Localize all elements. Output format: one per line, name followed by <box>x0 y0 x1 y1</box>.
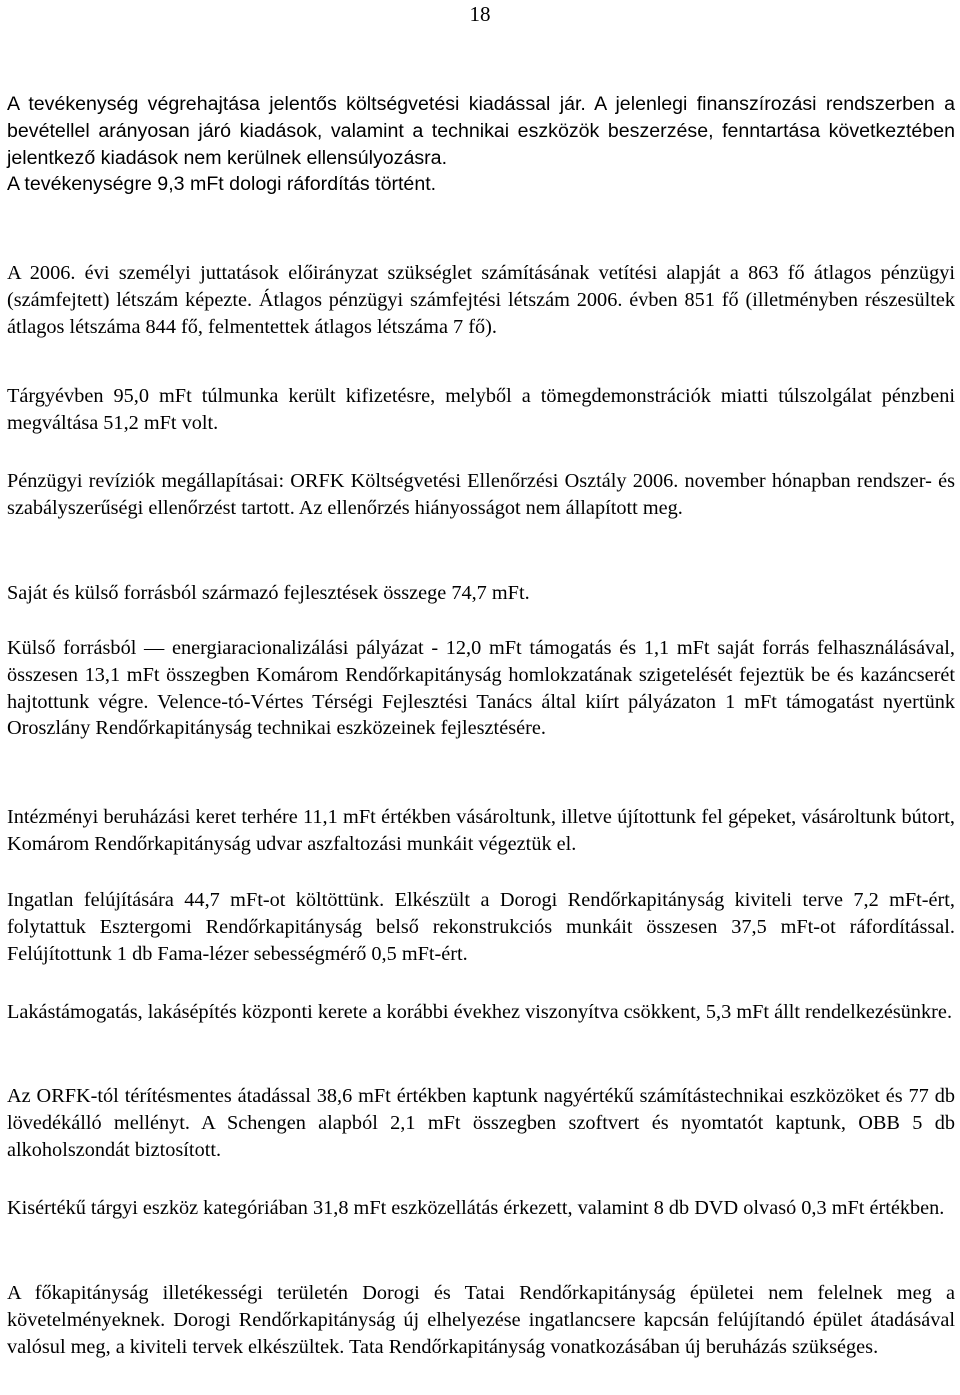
paragraph-low-value-assets: Kisértékű tárgyi eszköz kategóriában 31,8 mFt eszközellátás érkezett, valamint 8 db DVD olvasó 0,3 mFt értékben. <box>7 1197 945 1219</box>
paragraph-financial-audit: Pénzügyi revíziók megállapításai: ORFK Költségvetési Ellenőrzési Osztály 2006. november hónapban rendszer- és szabályszerűségi ellenőrzést tartott. Az ellenőrzés hiányosságot nem állapított meg. <box>7 470 955 519</box>
paragraph-renovation: Ingatlan felújítására 44,7 mFt-ot költöttünk. Elkészült a Dorogi Rendőrkapitányság kiviteli terve 7,2 mFt-ért, folytattuk Esztergomi Rendőrkapitányság belső rekonstrukciós munkáit összesen 37,5 mFt-ot ráfordítással. Felújítottunk 1 db Fama-lézer sebességmérő 0,5 mFt-ért. <box>7 889 955 965</box>
paragraph-personnel-costs: A 2006. évi személyi juttatások előirányzat szükséglet számításának vetítési alapját a 863 fő átlagos pénzügyi (számfejtett) létszám képezte. Átlagos pénzügyi számfejtési létszám 2006. évben 851 fő (illetményben részesültek átlagos létszáma 844 fő, felmentettek átlagos létszáma 7 fő). <box>7 262 955 338</box>
intro-paragraph-material-expense: A tevékenységre 9,3 mFt dologi ráfordítás történt. <box>7 173 437 196</box>
paragraph-buildings: A főkapitányság illetékességi területén Dorogi és Tatai Rendőrkapitányság épületei nem felelnek meg a követelményeknek. Dorogi Rendőrkapitányság új elhelyezése ingatlancsere kapcsán felújítandó épület átadásával valósul meg, a kiviteli tervek elkészültek. Tata Rendőrkapitányság vonatkozásában új beruházás szükséges. <box>7 1282 955 1358</box>
paragraph-overtime: Tárgyévben 95,0 mFt túlmunka került kifizetésre, melyből a tömegdemonstrációk miatti túlszolgálat pénzbeni megváltása 51,2 mFt volt. <box>7 385 955 434</box>
paragraph-free-transfer: Az ORFK-tól térítésmentes átadással 38,6 mFt értékben kaptunk nagyértékű számítástechnikai eszközöket és 77 db lövedékálló mellényt. A Schengen alapból 2,1 mFt összegben szoftvert és nyomtatót kaptunk, OBB 5 db alkoholszondát biztosított. <box>7 1085 955 1161</box>
paragraph-investment: Intézményi beruházási keret terhére 11,1 mFt értékben vásároltunk, illetve újítottunk fel gépeket, vásároltunk bútort, Komárom Rendőrkapitányság udvar aszfaltozási munkáit végeztük el. <box>7 806 955 855</box>
intro-block <box>7 91 955 198</box>
page-number: 18 <box>469 2 491 26</box>
intro-paragraph-cost: A tevékenység végrehajtása jelentős költségvetési kiadással jár. A jelenlegi finanszírozási rendszerben a bevétellel arányosan járó kiadások, valamint a technikai eszközök beszerzése, fenntartása következtében jelentkező kiadások nem kerülnek ellensúlyozásra. <box>7 93 955 169</box>
paragraph-external-funding: Külső forrásból — energiaracionalizálási pályázat - 12,0 mFt támogatás és 1,1 mFt saját forrás felhasználásával, összesen 13,1 mFt összegben Komárom Rendőrkapitányság homlokzatának szigetelését fejeztük be és kazáncserét hajtottunk végre. Velence-tó-Vértes Térségi Fejlesztési Tanács által kiírt pályázaton 1 mFt támogatást nyertünk Oroszlány Rendőrkapitányság technikai eszközeinek fejlesztésére. <box>7 637 955 740</box>
paragraph-development-total: Saját és külső forrásból származó fejlesztések összege 74,7 mFt. <box>7 582 530 604</box>
paragraph-housing-support: Lakástámogatás, lakásépítés központi kerete a korábbi évekhez viszonyítva csökkent, 5,3 mFt állt rendelkezésünkre. <box>7 1001 953 1023</box>
